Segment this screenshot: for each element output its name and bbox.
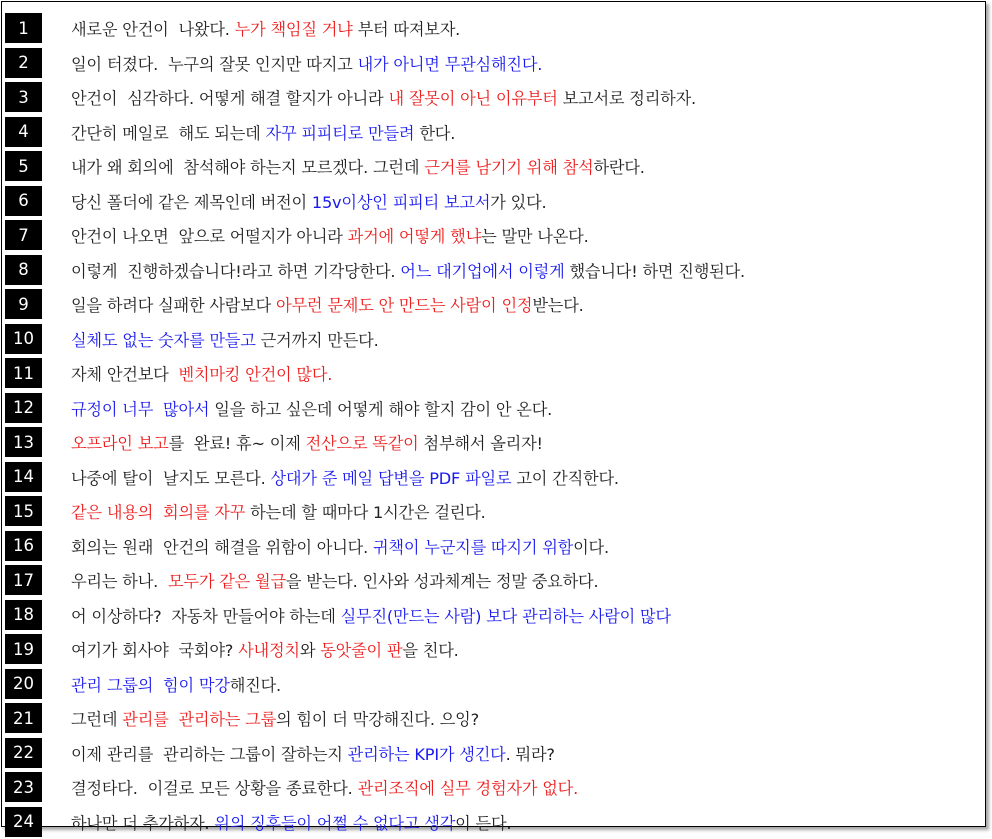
list-item: [5, 632, 985, 667]
highlight-blue: 어느 대기업에서 이렇게: [400, 262, 564, 281]
item-number-badge: 12: [5, 393, 42, 423]
list-item: [5, 701, 985, 736]
list-item: [5, 770, 985, 805]
text-segment: 해진다.: [230, 676, 281, 695]
highlight-red: 근거를 남기기 위해 참석: [424, 158, 593, 177]
item-text: [71, 327, 379, 351]
highlight-red: 과거에 어떻게 했냐: [348, 227, 481, 246]
list-item: [5, 184, 985, 219]
text-segment: 결정타다. 이걸로 모든 상황을 종료한다.: [71, 779, 358, 798]
highlight-red: 관리조직에 실무 경험자가 없다.: [358, 779, 578, 798]
highlight-blue: 귀책이 누군지를 따지기 위함: [373, 538, 573, 557]
highlight-red: 오프라인 보고: [71, 434, 169, 453]
item-text: [71, 396, 552, 420]
text-segment: 우리는 하나.: [71, 572, 168, 591]
item-number-badge: 3: [5, 82, 42, 112]
list-item: [5, 563, 985, 598]
text-segment: 부터 따져보자.: [353, 20, 460, 39]
text-segment: 하나만 더 추가하자.: [71, 814, 214, 833]
item-text: [71, 810, 511, 834]
highlight-blue: 실체도 없는 숫자를 만들고: [71, 331, 256, 350]
text-segment: 한다.: [414, 124, 455, 143]
text-segment: 의 힘이 더 막강해진다. 으잉?: [276, 710, 479, 729]
item-number-badge: 4: [5, 117, 42, 147]
highlight-blue: 관리하는 KPI가 생긴다: [348, 745, 506, 764]
highlight-red: 전산으로 똑같이: [306, 434, 419, 453]
item-text: [71, 430, 543, 454]
item-number-badge: 19: [5, 634, 42, 664]
item-text: [71, 85, 696, 109]
text-segment: 나중에 탈이 날지도 모른다.: [71, 469, 270, 488]
item-number-badge: 1: [5, 13, 42, 43]
item-text: [71, 534, 609, 558]
list-item: [5, 391, 985, 426]
text-segment: 하는데 할 때마다 1시간은 걸린다.: [245, 503, 485, 522]
highlight-red: 내 잘못이 아닌 이유부터: [388, 89, 557, 108]
list-item: [5, 80, 985, 115]
list-item: [5, 149, 985, 184]
highlight-blue: 내가 아니면 무관심해진다.: [358, 55, 543, 74]
highlight-blue: 자꾸 피피티로 만들려: [266, 124, 415, 143]
highlight-red: 사내정치: [238, 641, 300, 660]
item-number-badge: 13: [5, 427, 42, 457]
list-item: [5, 46, 985, 81]
text-segment: . 뭐라?: [506, 745, 555, 764]
text-segment: 회의는 원래 안건의 해결을 위함이 아니다.: [71, 538, 373, 557]
list-item: [5, 598, 985, 633]
item-text: [71, 603, 671, 627]
item-number-badge: 6: [5, 186, 42, 216]
text-segment: 일을 하고 싶은데 어떻게 해야 할지 감이 안 온다.: [209, 400, 552, 419]
item-text: [71, 223, 589, 247]
list-item: [5, 667, 985, 702]
text-segment: 이 든다.: [455, 814, 511, 833]
text-segment: 는 말만 나온다.: [481, 227, 588, 246]
list-item: [5, 425, 985, 460]
text-segment: 당신 폴더에 같은 제목인데 버전이: [71, 193, 312, 212]
text-segment: 일이 터졌다. 누구의 잘못 인지만 따지고: [71, 55, 358, 74]
highlight-red: 누가 책임질 거냐: [235, 20, 353, 39]
text-segment: 했습니다! 하면 진행된다.: [565, 262, 745, 281]
list-item: [5, 218, 985, 253]
list-item: [5, 115, 985, 150]
list-item: [5, 460, 985, 495]
text-segment: 고이 간직한다.: [511, 469, 618, 488]
item-text: [71, 189, 546, 213]
item-number-badge: 5: [5, 151, 42, 181]
highlight-red: 벤치마킹 안건이 많다.: [178, 365, 332, 384]
item-text: [71, 258, 745, 282]
text-segment: 이제 관리를 관리하는 그룹이 잘하는지: [71, 745, 348, 764]
item-number-badge: 20: [5, 669, 42, 699]
text-segment: 안건이 나오면 앞으로 어떨지가 아니라: [71, 227, 348, 246]
text-segment: 그런데: [71, 710, 122, 729]
highlight-blue: 위의 징후들이 어쩔 수 없다고 생각: [214, 814, 455, 833]
text-segment: 새로운 안건이 나왔다.: [71, 20, 235, 39]
text-segment: 자체 안건보다: [71, 365, 178, 384]
list-item: [5, 11, 985, 46]
text-segment: 첨부해서 올리자!: [419, 434, 543, 453]
item-number-badge: 17: [5, 565, 42, 595]
list-item: [5, 287, 985, 322]
text-segment: 어 이상하다? 자동차 만들어야 하는데: [71, 607, 341, 626]
numbered-list: [5, 11, 985, 839]
text-segment: 이렇게 진행하겠습니다!라고 하면 기각당한다.: [71, 262, 400, 281]
item-number-badge: 11: [5, 358, 42, 388]
text-segment: 여기가 회사야 국회야?: [71, 641, 238, 660]
text-segment: 간단히 메일로 해도 되는데: [71, 124, 266, 143]
item-text: [71, 120, 455, 144]
item-number-badge: 18: [5, 600, 42, 630]
item-number-badge: 14: [5, 462, 42, 492]
list-item: [5, 529, 985, 564]
item-number-badge: 22: [5, 738, 42, 768]
list-item: [5, 736, 985, 771]
highlight-blue: 관리 그룹의 힘이 막강: [71, 676, 230, 695]
list-item: [5, 494, 985, 529]
item-number-badge: 7: [5, 220, 42, 250]
item-number-badge: 15: [5, 496, 42, 526]
item-text: [71, 51, 542, 75]
text-segment: 와: [300, 641, 320, 660]
highlight-red: 관리를 관리하는 그룹: [122, 710, 276, 729]
item-text: [71, 361, 332, 385]
item-text: [71, 292, 584, 316]
item-number-badge: 8: [5, 255, 42, 285]
item-text: [71, 775, 578, 799]
text-segment: 근거까지 만든다.: [256, 331, 379, 350]
list-item: [5, 253, 985, 288]
text-segment: 를 완료! 휴~ 이제: [169, 434, 306, 453]
highlight-red: 같은 내용의 회의를 자꾸: [71, 503, 245, 522]
item-text: [71, 465, 619, 489]
highlight-blue: 상대가 준 메일 답변을 PDF 파일로: [270, 469, 511, 488]
item-text: [71, 16, 460, 40]
highlight-blue: 규정이 너무 많아서: [71, 400, 209, 419]
text-segment: 을 받는다. 인사와 성과체계는 정말 중요하다.: [286, 572, 599, 591]
item-text: [71, 154, 645, 178]
item-number-badge: 21: [5, 703, 42, 733]
item-number-badge: 2: [5, 48, 42, 78]
text-segment: 받는다.: [532, 296, 583, 315]
text-segment: 이다.: [573, 538, 609, 557]
text-segment: 안건이 심각하다. 어떻게 해결 할지가 아니라: [71, 89, 388, 108]
item-text: [71, 672, 281, 696]
text-segment: 내가 왜 회의에 참석해야 하는지 모르겠다. 그런데: [71, 158, 424, 177]
list-item: [5, 322, 985, 357]
text-segment: 하란다.: [593, 158, 644, 177]
item-number-badge: 16: [5, 531, 42, 561]
text-segment: 일을 하려다 실패한 사람보다: [71, 296, 276, 315]
highlight-red: 모두가 같은 월급: [168, 572, 286, 591]
highlight-red: 아무런 문제도 안 만드는 사람이 인정: [276, 296, 532, 315]
item-number-badge: 9: [5, 289, 42, 319]
item-text: [71, 637, 459, 661]
item-text: [71, 741, 555, 765]
item-text: [71, 568, 598, 592]
item-number-badge: 24: [5, 807, 42, 837]
text-segment: 보고서로 정리하자.: [558, 89, 696, 108]
highlight-red: 동앗줄이 판: [320, 641, 402, 660]
item-text: [71, 499, 486, 523]
document-frame: [1, 1, 986, 827]
item-number-badge: 23: [5, 772, 42, 802]
item-text: [71, 706, 479, 730]
highlight-blue: 실무진(만드는 사람) 보다 관리하는 사람이 많다: [341, 607, 671, 626]
text-segment: 을 친다.: [402, 641, 458, 660]
list-item: [5, 356, 985, 391]
highlight-blue: 15v이상인 피피티 보고서: [312, 193, 490, 212]
item-number-badge: 10: [5, 324, 42, 354]
text-segment: 가 있다.: [490, 193, 546, 212]
